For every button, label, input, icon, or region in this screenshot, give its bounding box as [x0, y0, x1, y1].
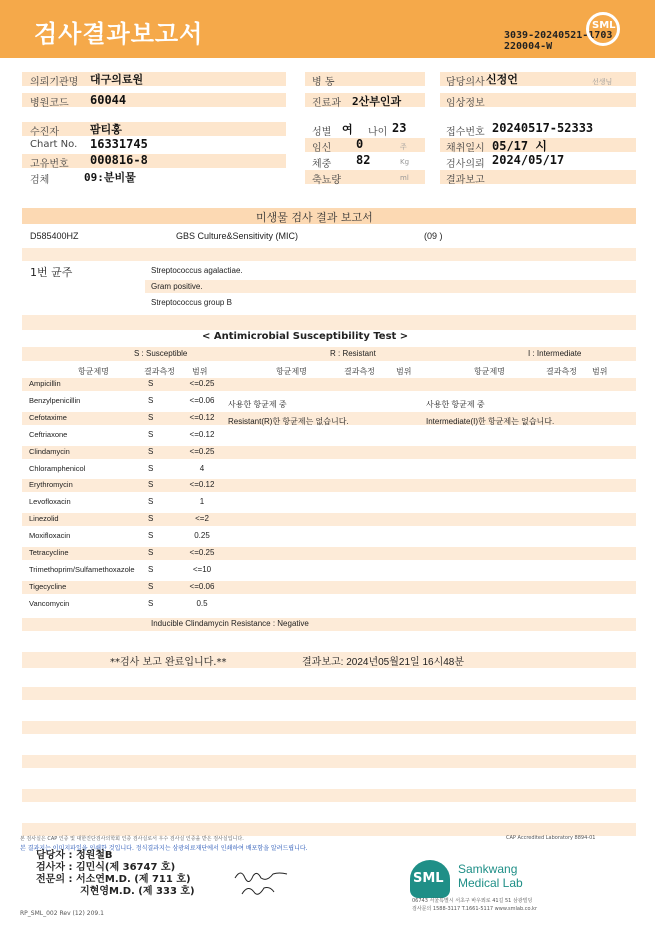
- table-row-bar: [22, 378, 636, 391]
- unique-value: 000816-8: [90, 153, 148, 167]
- drug-mic: <=0.12: [189, 413, 215, 422]
- blank-bar: [22, 789, 636, 802]
- lab-name-line2: Medical Lab: [458, 876, 523, 890]
- lab-name-line1: Samkwang: [458, 862, 518, 876]
- manager-label: 담당자 :: [36, 850, 73, 861]
- inducible-bar: [22, 618, 636, 631]
- collect-value: 05/17 시: [492, 139, 547, 153]
- form-code: RP_SML_002 Rev (12) 209.1: [20, 910, 104, 917]
- drug-mic: <=0.25: [189, 447, 215, 456]
- drug-name: Ampicillin: [29, 379, 61, 388]
- urine-unit: ml: [400, 174, 409, 182]
- manager-line: [36, 850, 113, 862]
- footer-blue-notice: 본 결과지는 이미지파일을 인쇄한 것입니다. 정식결과지는 삼광의료재단에서 인쇄하여 배포함을 알려드립니다.: [20, 845, 308, 852]
- tester-value: 김민식(제 36747 호): [75, 862, 176, 873]
- info-bar: [22, 122, 286, 136]
- drug-name: Moxifloxacin: [29, 531, 71, 540]
- preg-value: 0: [356, 137, 364, 151]
- drug-name: Tigecycline: [29, 582, 67, 591]
- requester-label: 의뢰기관명: [30, 77, 79, 88]
- drug-name: Erythromycin: [29, 480, 73, 489]
- drug-name: Linezolid: [29, 514, 59, 523]
- receipt-value: 20240517-52333: [492, 121, 594, 135]
- spacer-bar: [22, 248, 636, 261]
- drug-result: S: [148, 565, 154, 574]
- drug-name: Clindamycin: [29, 447, 70, 456]
- drug-result: S: [148, 480, 154, 489]
- intermediate-note: Intermediate(I)한 항균제는 없습니다.: [426, 417, 555, 426]
- drug-name: Trimethoprim/Sulfamethoxazole: [29, 565, 135, 574]
- cap-text: CAP Accredited Laboratory 8894-01: [506, 835, 596, 841]
- weight-label: 체중: [312, 159, 332, 170]
- drug-mic: 0.25: [194, 531, 210, 540]
- drug-name: Cefotaxime: [29, 413, 67, 422]
- urine-label: 축뇨량: [312, 175, 341, 186]
- drug-mic: 1: [199, 497, 205, 506]
- lab-phone: 검사문의 1588-3117 T.1661-5117 www.smlab.co.kr: [412, 906, 537, 912]
- drug-result: S: [148, 531, 154, 540]
- col-header: 항균제명: [276, 367, 307, 376]
- chart-value: 16331745: [90, 137, 148, 151]
- drug-mic: <=0.12: [189, 480, 215, 489]
- complete-text: **검사 보고 완료입니다.**: [110, 657, 227, 668]
- col-header: 범위: [396, 367, 412, 376]
- age-value: 23: [392, 121, 407, 135]
- tester-label: 검사자 :: [36, 862, 73, 873]
- drug-result: S: [148, 447, 154, 456]
- intermediate-note: 사용한 항균제 중: [426, 400, 485, 409]
- report-label: 결과보고: [446, 175, 485, 186]
- drug-mic: <=0.25: [189, 379, 215, 388]
- clinical-label: 임상정보: [446, 98, 485, 109]
- patient-label: 수진자: [30, 127, 59, 138]
- dept-label: 진료과: [312, 98, 341, 109]
- drug-result: S: [148, 514, 154, 523]
- resistant-note: 사용한 항균제 중: [228, 400, 287, 409]
- section-title: 미생물 검사 결과 보고서: [256, 211, 373, 224]
- drug-result: S: [148, 548, 154, 557]
- drug-result: S: [148, 582, 154, 591]
- drug-result: S: [148, 464, 154, 473]
- drug-name: Benzylpenicillin: [29, 396, 81, 405]
- drug-mic: <=0.12: [189, 430, 215, 439]
- drug-result: S: [148, 430, 154, 439]
- col-header: 범위: [192, 367, 208, 376]
- specimen-code: (09 ): [424, 231, 443, 241]
- table-row-bar: [22, 513, 636, 526]
- report-code-line1: 3039-20240521-1703: [504, 30, 613, 41]
- hospital-code-label: 병원코드: [30, 98, 69, 109]
- organism-bar: [145, 280, 636, 293]
- specimen-value: 09:분비물: [84, 171, 136, 184]
- organism-line: Streptococcus agalactiae.: [151, 266, 243, 275]
- drug-result: S: [148, 497, 154, 506]
- lab-logo-text: SML: [413, 871, 444, 886]
- lab-name: [458, 862, 523, 890]
- ward-label: 병 동: [312, 77, 335, 88]
- hospital-code-value: 60044: [90, 93, 127, 107]
- col-header: 항균제명: [474, 367, 505, 376]
- drug-result: S: [148, 396, 154, 405]
- test-code: D585400HZ: [30, 231, 79, 241]
- resistant-note: Resistant(R)한 항균제는 없습니다.: [228, 417, 349, 426]
- drug-name: Tetracycline: [29, 548, 69, 557]
- ast-title: < Antimicrobial Susceptibility Test >: [202, 331, 409, 342]
- lab-address: 06743 서울특별시 서초구 바우뫼로 41길 51 삼광빌딩: [412, 898, 533, 904]
- sex-label: 성별: [312, 127, 332, 138]
- doctor-label: 담당의사: [446, 77, 485, 88]
- drug-name: Vancomycin: [29, 599, 70, 608]
- header-logo-text: SML: [592, 20, 616, 31]
- report-time: 결과보고: 2024년05월21일 16시48분: [302, 657, 465, 668]
- report-title: 검사결과보고서: [34, 20, 204, 48]
- specialist-line: [36, 874, 191, 886]
- footer-notice: 본 검사실은 CAP 인증 및 대한진단검사의학회 인증 검사실로서 우수 검사실 인증을 받은 검사실입니다.: [20, 836, 244, 842]
- col-header: 결과측정: [144, 367, 175, 376]
- receipt-label: 접수번호: [446, 127, 485, 138]
- table-row-bar: [22, 547, 636, 560]
- requester-value: 대구의료원: [90, 73, 144, 86]
- legend-susceptible: S : Susceptible: [134, 349, 188, 358]
- request-value: 2024/05/17: [492, 153, 565, 167]
- manager-value: 정원철B: [75, 850, 113, 861]
- tester-line: [36, 862, 175, 874]
- legend-intermediate: I : Intermediate: [528, 349, 582, 358]
- organism-line: Streptococcus group B: [151, 298, 232, 307]
- drug-name: Chloramphenicol: [29, 464, 86, 473]
- specialist-label: 전문의 :: [36, 874, 73, 885]
- sex-value: 여: [342, 123, 353, 136]
- drug-mic: <=0.06: [189, 582, 215, 591]
- specialist1-value: 서소연M.D. (제 711 호): [75, 874, 191, 885]
- drug-mic: 0.5: [196, 599, 208, 608]
- drug-name: Levofloxacin: [29, 497, 71, 506]
- drug-result: S: [148, 599, 154, 608]
- drug-result: S: [148, 379, 154, 388]
- table-row-bar: [22, 446, 636, 459]
- drug-result: S: [148, 413, 154, 422]
- legend-resistant: R : Resistant: [330, 349, 376, 358]
- col-header: 항균제명: [78, 367, 109, 376]
- collect-label: 채취일시: [446, 143, 485, 154]
- table-row-bar: [22, 581, 636, 594]
- patient-value: 팜티홍: [90, 123, 122, 136]
- specialist2-value: 지현영M.D. (제 333 호): [80, 886, 195, 897]
- report-code-line2: 220004-W: [504, 41, 553, 52]
- weight-unit: Kg: [400, 158, 410, 166]
- test-name: GBS Culture&Sensitivity (MIC): [176, 231, 299, 241]
- preg-label: 임신: [312, 143, 332, 154]
- preg-unit: 주: [400, 143, 407, 151]
- drug-name: Ceftriaxone: [29, 430, 68, 439]
- organism-line: Gram positive.: [151, 282, 203, 291]
- signature-image: [232, 864, 292, 900]
- age-label: 나이: [368, 127, 388, 138]
- col-header: 범위: [592, 367, 608, 376]
- blank-bar: [22, 721, 636, 734]
- inducible-text: Inducible Clindamycin Resistance : Negative: [151, 619, 309, 628]
- doctor-suffix: 선생님: [592, 78, 613, 86]
- drug-mic: <=0.25: [189, 548, 215, 557]
- col-header: 결과측정: [344, 367, 375, 376]
- doctor-value: 신정언: [486, 73, 518, 86]
- col-header: 결과측정: [546, 367, 577, 376]
- drug-mic: <=2: [195, 514, 209, 523]
- table-row-bar: [22, 479, 636, 492]
- spacer-bar: [22, 315, 636, 330]
- dept-value: 2산부인과: [352, 95, 402, 108]
- colony-label: 1번 균주: [30, 266, 73, 279]
- drug-mic: <=10: [192, 565, 212, 574]
- chart-label: Chart No.: [30, 139, 78, 150]
- blank-bar: [22, 687, 636, 700]
- weight-value: 82: [356, 153, 371, 167]
- drug-mic: 4: [199, 464, 205, 473]
- specimen-label: 검체: [30, 175, 50, 186]
- unique-label: 고유번호: [30, 159, 69, 170]
- request-label: 검사의뢰: [446, 159, 485, 170]
- drug-mic: <=0.06: [189, 396, 215, 405]
- blank-bar: [22, 755, 636, 768]
